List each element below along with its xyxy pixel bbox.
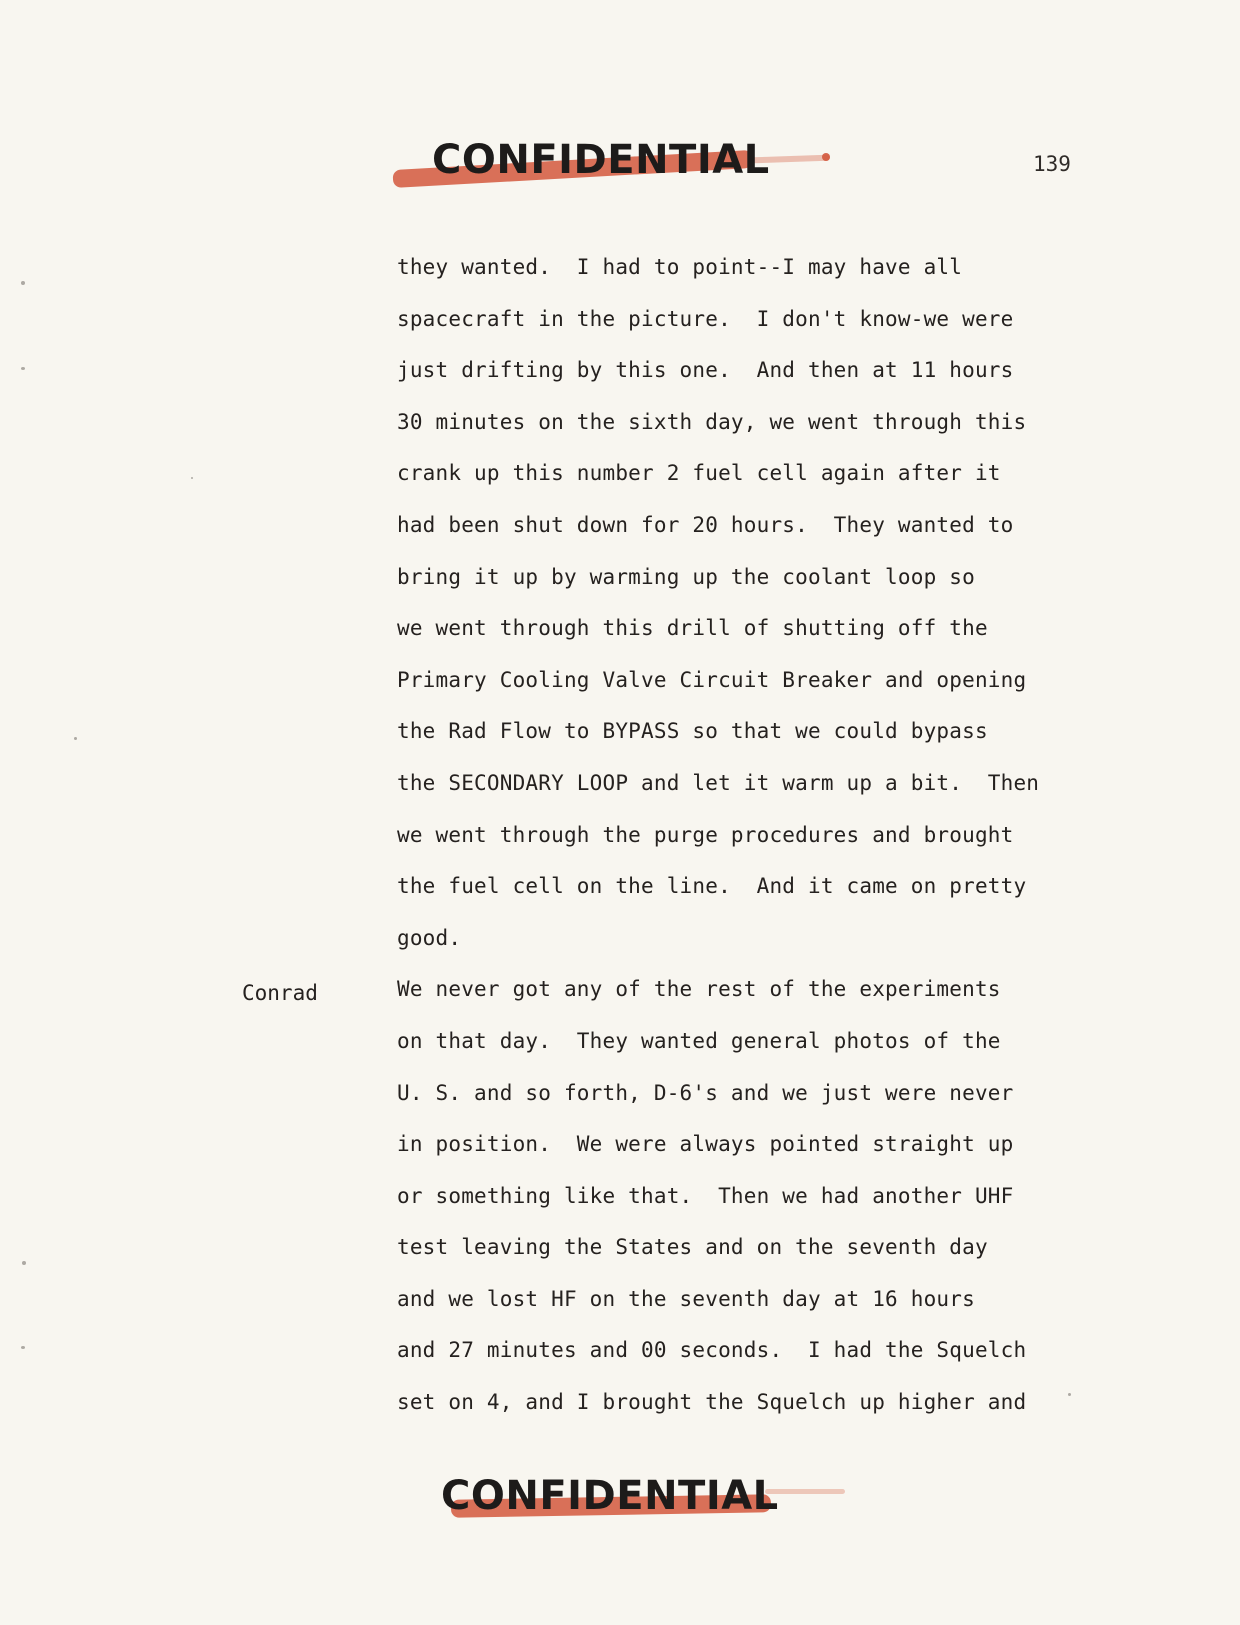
transcript-line: Primary Cooling Valve Circuit Breaker and opening	[397, 667, 1027, 692]
classification-stamp-top: CONFIDENTIAL	[432, 137, 770, 183]
transcript-body	[397, 254, 1039, 1441]
transcript-line: 30 minutes on the sixth day, we went through this	[397, 409, 1027, 434]
classification-stamp-bottom: CONFIDENTIAL	[441, 1473, 779, 1519]
transcript-line: the fuel cell on the line. And it came on pretty	[397, 874, 1027, 899]
transcript-line: and 27 minutes and 00 seconds. I had the Squelch	[397, 1338, 1027, 1363]
transcript-line: bring it up by warming up the coolant loop so	[397, 564, 975, 589]
transcript-line: crank up this number 2 fuel cell again after it	[397, 461, 1001, 486]
transcript-line: U. S. and so forth, D-6's and we just were never	[397, 1080, 1014, 1105]
transcript-line: we went through this drill of shutting off the	[397, 616, 988, 641]
transcript-line: or something like that. Then we had another UHF	[397, 1183, 1014, 1208]
transcript-line: we went through the purge procedures and brought	[397, 822, 1014, 847]
transcript-line: the Rad Flow to BYPASS so that we could bypass	[397, 719, 988, 744]
speaker-label: Conrad	[242, 981, 318, 1005]
transcript-line: in position. We were always pointed straight up	[397, 1132, 1014, 1157]
speck	[22, 1261, 26, 1265]
transcript-line: and we lost HF on the seventh day at 16 hours	[397, 1286, 975, 1311]
speck	[1068, 1393, 1071, 1396]
speck	[21, 1346, 25, 1349]
speck	[21, 281, 25, 285]
transcript-line: they wanted. I had to point--I may have all	[397, 255, 963, 279]
transcript-line: test leaving the States and on the seventh day	[397, 1235, 988, 1260]
transcript-line: set on 4, and I brought the Squelch up higher and	[397, 1390, 1027, 1415]
red-marker-dot	[822, 153, 830, 161]
speck	[191, 477, 193, 479]
transcript-line: We never got any of the rest of the experiments	[397, 977, 1001, 1002]
speck	[21, 367, 25, 370]
transcript-line: spacecraft in the picture. I don't know-we were	[397, 306, 1014, 331]
transcript-line: had been shut down for 20 hours. They wanted to	[397, 512, 1014, 537]
page-number: 139	[1033, 152, 1071, 176]
speck	[74, 737, 77, 740]
transcript-line: just drifting by this one. And then at 11 hours	[397, 358, 1014, 383]
transcript-line: on that day. They wanted general photos of the	[397, 1028, 1001, 1053]
transcript-line: the SECONDARY LOOP and let it warm up a bit. Then	[397, 770, 1040, 795]
transcript-line: good.	[397, 925, 462, 950]
